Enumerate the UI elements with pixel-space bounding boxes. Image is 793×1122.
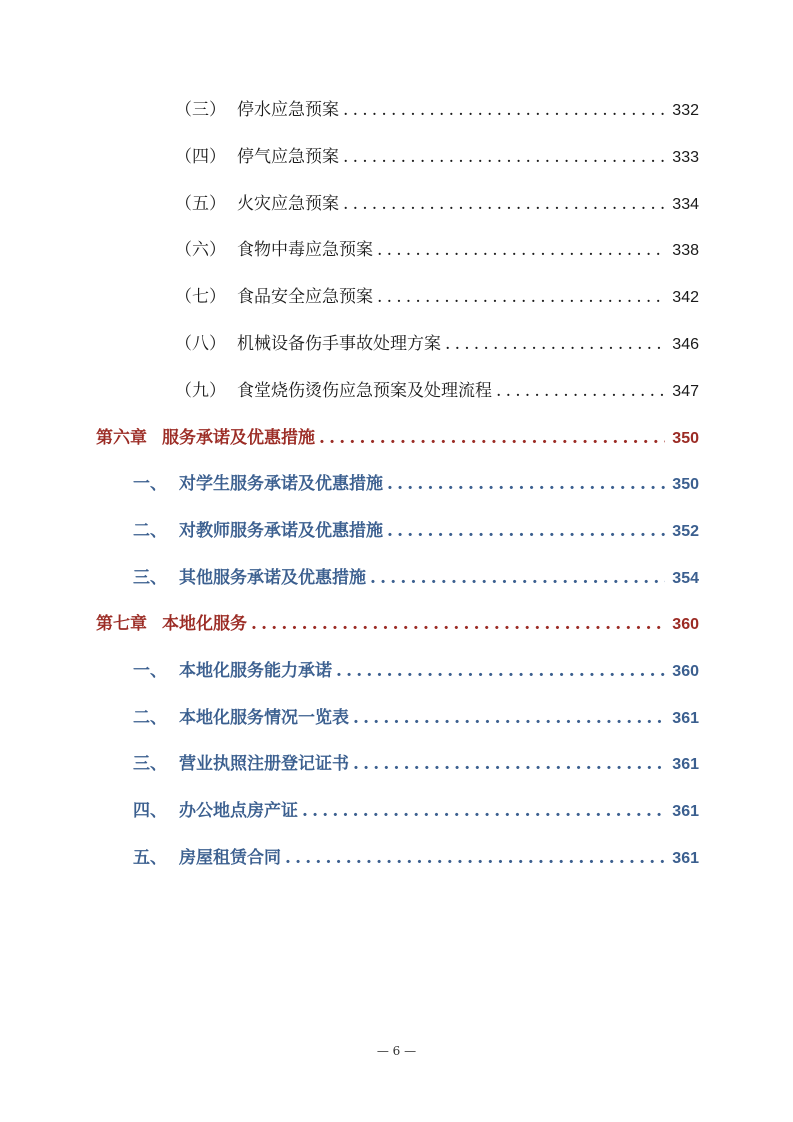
toc-entry[interactable] [175, 282, 699, 306]
toc-entry-title: 停水应急预案 [237, 100, 339, 120]
toc-section-title: 本地化服务情况一览表 [179, 708, 349, 728]
toc-dot-leader [251, 614, 665, 634]
toc-entry-number: （七） [175, 287, 226, 307]
toc-entry-page: 333 [672, 149, 699, 166]
toc-entry[interactable] [175, 329, 699, 353]
toc-section-page: 352 [672, 523, 699, 540]
toc-chapter-title: 服务承诺及优惠措施 [162, 428, 315, 448]
toc-section-title: 对学生服务承诺及优惠措施 [179, 474, 383, 494]
toc-entry-number: （四） [175, 147, 226, 167]
toc-dot-leader [377, 287, 665, 307]
toc-dot-leader [387, 521, 665, 541]
toc-section[interactable] [133, 563, 699, 587]
toc-entry-title: 食堂烧伤烫伤应急预案及处理流程 [237, 381, 492, 401]
toc-section-page: 361 [672, 803, 699, 820]
toc-section-page: 360 [672, 663, 699, 680]
toc-entry[interactable] [175, 376, 699, 400]
toc-entry-page: 334 [672, 196, 699, 213]
toc-entry[interactable] [175, 235, 699, 259]
toc-section-number: 四、 [133, 801, 167, 821]
toc-dot-leader [343, 100, 665, 120]
toc-dot-leader [445, 334, 665, 354]
toc-chapter-number: 第六章 [96, 428, 147, 448]
toc-entry-title: 食物中毒应急预案 [237, 240, 373, 260]
toc-section-title: 对教师服务承诺及优惠措施 [179, 521, 383, 541]
toc-dot-leader [336, 661, 665, 681]
toc-section-title: 房屋租赁合同 [179, 848, 281, 868]
toc-dot-leader [370, 568, 665, 588]
page-number: — 6 — [376, 1044, 417, 1058]
toc-entry-number: （三） [175, 100, 226, 120]
toc-dot-leader [353, 754, 665, 774]
toc-entry[interactable] [175, 189, 699, 213]
toc-section-number: 二、 [133, 521, 167, 541]
toc-dot-leader [343, 147, 665, 167]
toc-entry[interactable] [175, 142, 699, 166]
toc-section[interactable] [133, 749, 699, 773]
toc-entry-number: （九） [175, 381, 226, 401]
toc-chapter-page: 350 [672, 430, 699, 447]
toc-entry-number: （六） [175, 240, 226, 260]
toc-dot-leader [319, 428, 665, 448]
toc-dot-leader [377, 240, 665, 260]
toc-dot-leader [353, 708, 665, 728]
toc-chapter-page: 360 [672, 616, 699, 633]
toc-section[interactable] [133, 703, 699, 727]
toc-entry-page: 342 [672, 289, 699, 306]
toc-entry-title: 停气应急预案 [237, 147, 339, 167]
toc-entry-title: 机械设备伤手事故处理方案 [237, 334, 441, 354]
toc-section-page: 354 [672, 570, 699, 587]
toc-entry-title: 食品安全应急预案 [237, 287, 373, 307]
toc-entry-page: 338 [672, 242, 699, 259]
toc-section-number: 二、 [133, 708, 167, 728]
toc-section[interactable] [133, 843, 699, 867]
toc-section-page: 350 [672, 476, 699, 493]
toc-section-title: 办公地点房产证 [179, 801, 298, 821]
toc-entry-page: 347 [672, 383, 699, 400]
toc-entry-page: 332 [672, 102, 699, 119]
toc-section-number: 一、 [133, 661, 167, 681]
toc-entry-number: （八） [175, 334, 226, 354]
toc-dot-leader [496, 381, 665, 401]
toc-section[interactable] [133, 656, 699, 680]
toc-section-page: 361 [672, 850, 699, 867]
toc-dot-leader [387, 474, 665, 494]
toc-section[interactable] [133, 516, 699, 540]
toc-chapter-title: 本地化服务 [162, 614, 247, 634]
toc-section-page: 361 [672, 756, 699, 773]
toc-section-title: 本地化服务能力承诺 [179, 661, 332, 681]
toc-dot-leader [302, 801, 665, 821]
toc-section-number: 三、 [133, 568, 167, 588]
toc-entry-page: 346 [672, 336, 699, 353]
toc-chapter-number: 第七章 [96, 614, 147, 634]
toc-entry[interactable] [175, 95, 699, 119]
toc-section-number: 五、 [133, 848, 167, 868]
toc-dot-leader [343, 194, 665, 214]
toc-section-page: 361 [672, 710, 699, 727]
toc-dot-leader [285, 848, 665, 868]
toc-chapter[interactable] [96, 609, 699, 633]
toc-chapter[interactable] [96, 423, 699, 447]
toc-section-number: 三、 [133, 754, 167, 774]
toc-section[interactable] [133, 469, 699, 493]
toc-section-title: 营业执照注册登记证书 [179, 754, 349, 774]
toc-section[interactable] [133, 796, 699, 820]
toc-section-title: 其他服务承诺及优惠措施 [179, 568, 366, 588]
toc-entry-title: 火灾应急预案 [237, 194, 339, 214]
toc-section-number: 一、 [133, 474, 167, 494]
toc-entry-number: （五） [175, 194, 226, 214]
